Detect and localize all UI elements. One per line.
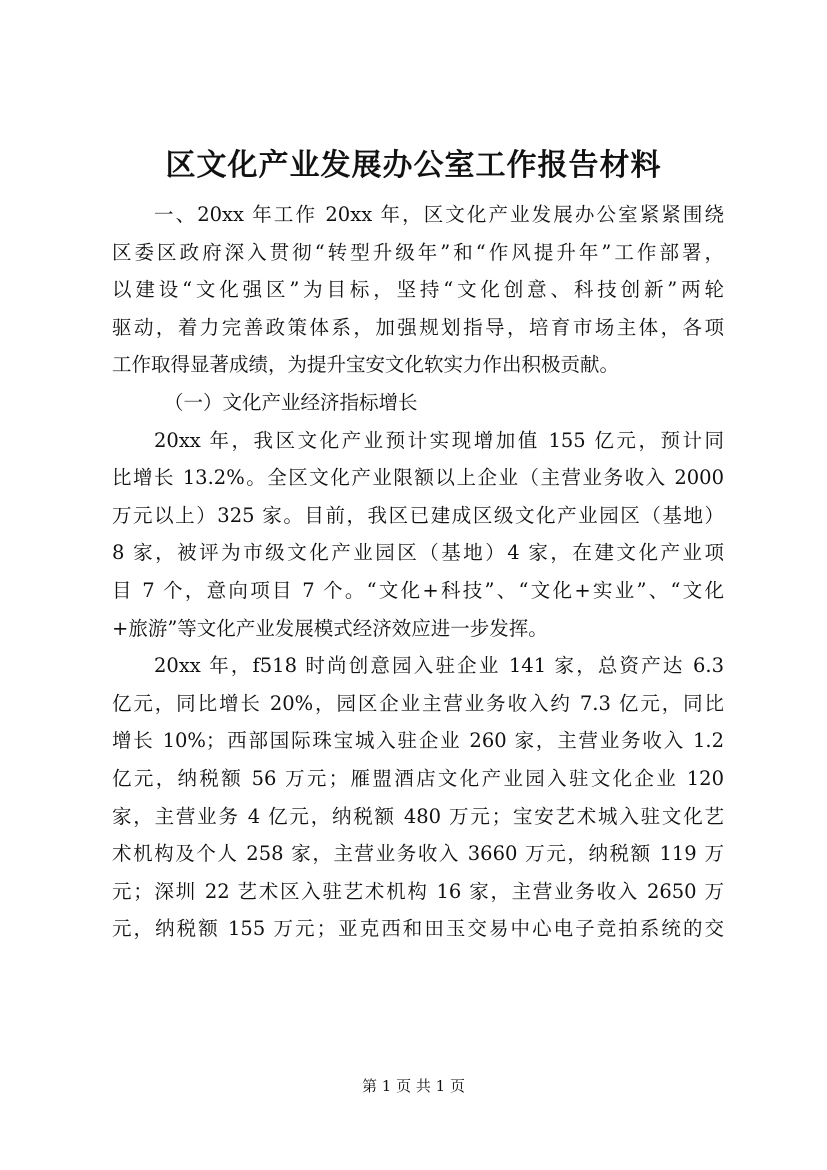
document-body [112,196,724,948]
paragraph-line: +旅游”等文化产业发展模式经济效应进一步发挥。 [112,616,548,640]
paragraph-line: 术机构及个人 258 家，主营业务收入 3660 万元，纳税额 119 万 [112,842,724,866]
paragraph-line: 比增长 13.2%。全区文化产业限额以上企业（主营业务收入 2000 [112,466,724,490]
paragraph-line: 元，纳税额 155 万元；亚克西和田玉交易中心电子竞拍系统的交 [112,917,724,941]
paragraph-line: 以建设“文化强区”为目标，坚持“文化创意、科技创新”两轮 [112,278,724,302]
paragraph-line: 家，主营业务 4 亿元，纳税额 480 万元；宝安艺术城入驻文化艺 [112,804,724,828]
paragraph-line: 驱动，着力完善政策体系，加强规划指导，培育市场主体，各项 [112,315,724,339]
paragraph-line: 元；深圳 22 艺术区入驻艺术机构 16 家，主营业务收入 2650 万 [112,879,724,903]
paragraph-line: 亿元，同比增长 20%，园区企业主营业务收入约 7.3 亿元，同比 [112,691,724,715]
paragraph-line: 8 家，被评为市级文化产业园区（基地）4 家，在建文化产业项 [112,541,724,565]
paragraph-line: 增长 10%；西部国际珠宝城入驻企业 260 家，主营业务收入 1.2 [112,729,724,753]
paragraph-line: 20xx 年，f518 时尚创意园入驻企业 141 家，总资产达 6.3 [154,654,724,678]
document-title: 区文化产业发展办公室工作报告材料 [165,148,662,183]
paragraph-line: 工作取得显著成绩，为提升宝安文化软实力作出积极贡献。 [112,353,620,377]
page-footer: 第 1 页 共 1 页 [362,1077,465,1095]
paragraph-line: 亿元，纳税额 56 万元；雁盟酒店文化产业园入驻文化企业 120 [112,766,724,790]
paragraph-line: 区委区政府深入贯彻“转型升级年”和“作风提升年”工作部署， [112,240,724,264]
paragraph-line: 目 7 个，意向项目 7 个。“文化+科技”、“文化+实业”、“文化 [112,578,724,602]
section-heading: （一）文化产业经济指标增长 [164,390,418,414]
paragraph-line: 万元以上）325 家。目前，我区已建成区级文化产业园区（基地） [112,503,724,527]
paragraph-line: 20xx 年，我区文化产业预计实现增加值 155 亿元，预计同 [154,428,724,452]
paragraph-line: 一、20xx 年工作 20xx 年，区文化产业发展办公室紧紧围绕 [154,203,724,226]
